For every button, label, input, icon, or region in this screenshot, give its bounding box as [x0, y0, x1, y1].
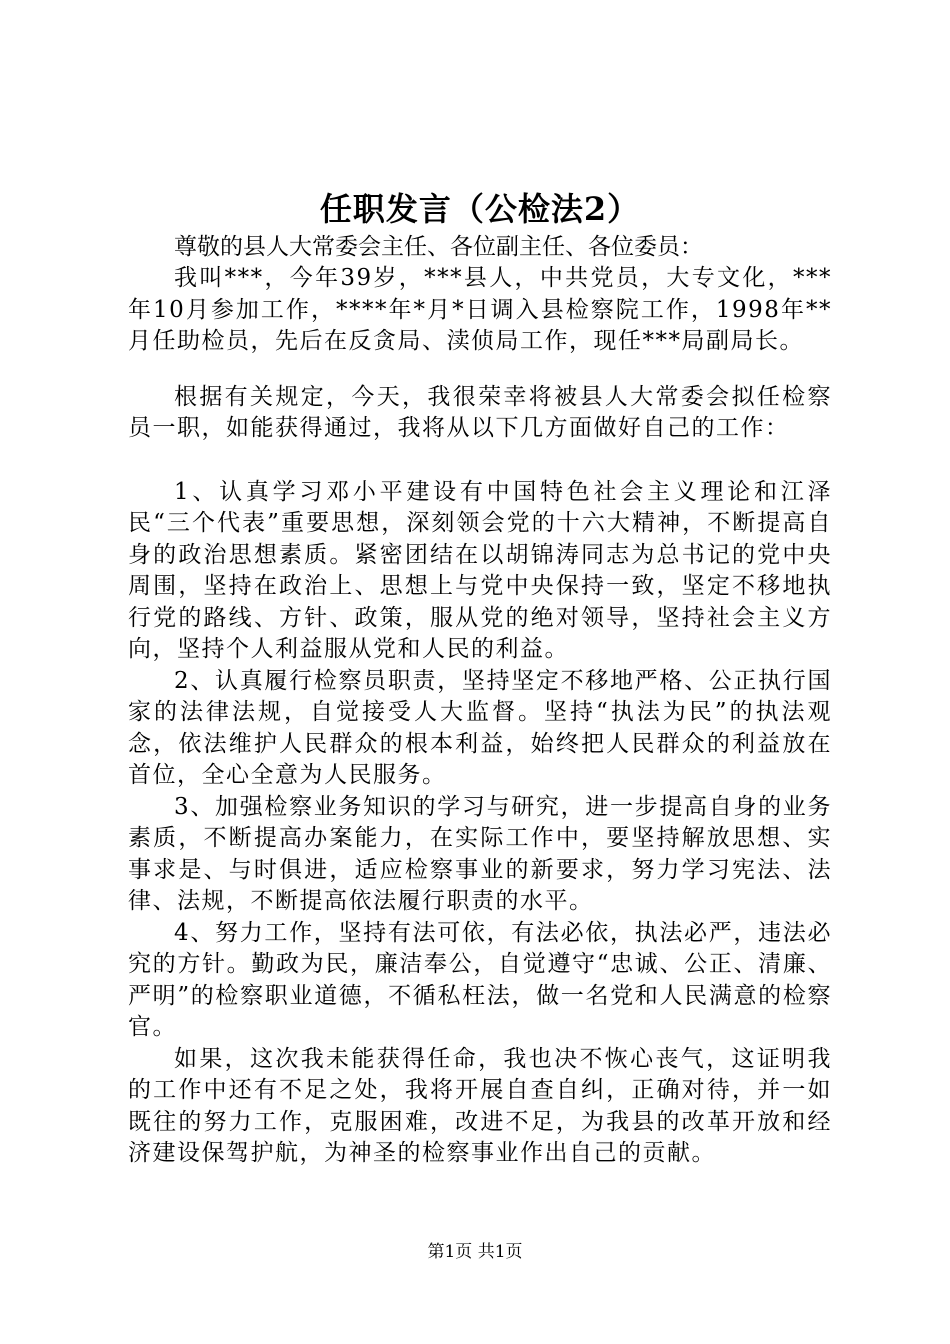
- document-body: [128, 186, 832, 1170]
- salutation: 尊敬的县人大常委会主任、各位副主任、各位委员：: [174, 234, 703, 260]
- document-title: 任职发言（公检法2）: [319, 190, 641, 228]
- paragraph-point-3: 3、加强检察业务知识的学习与研究，进一步提高自身的业务素质，不断提高办案能力，在实际工作中，要坚持解放思想、实事求是、与时俱进，适应检察事业的新要求，努力学习宪法、法律、法规，不断提高依法履行职责的水平。: [128, 793, 832, 914]
- paragraph-intro: 我叫***，今年39岁，***县人，中共党员，大专文化，***年10月参加工作，****年*月*日调入县检察院工作，1998年**月任助检员，先后在反贪局、渎侦局工作，现任***局副局长。: [128, 265, 832, 354]
- paragraph-point-2: 2、认真履行检察员职责，坚持坚定不移地严格、公正执行国家的法律法规，自觉接受人大监督。坚持“执法为民”的执法观念，依法维护人民群众的根本利益，始终把人民群众的利益放在首位，全心全意为人民服务。: [128, 667, 832, 788]
- paragraph-closing: 如果，这次我未能获得任命，我也决不恢心丧气，这证明我的工作中还有不足之处，我将开展自查自纠，正确对待，并一如既往的努力工作，克服困难，改进不足，为我县的改革开放和经济建设保驾护航，为神圣的检察事业作出自己的贡献。: [128, 1045, 832, 1166]
- page-footer: 第1页 共1页: [427, 1242, 523, 1262]
- paragraph-point-4: 4、努力工作，坚持有法可依，有法必依，执法必严，违法必究的方针。勤政为民，廉洁奉公，自觉遵守“忠诚、公正、清廉、严明”的检察职业道德，不循私枉法，做一名党和人民满意的检察官。: [128, 919, 832, 1040]
- paragraph-point-1: 1、认真学习邓小平建设有中国特色社会主义理论和江泽民“三个代表”重要思想，深刻领会党的十六大精神，不断提高自身的政治思想素质。紧密团结在以胡锦涛同志为总书记的党中央周围，坚持在政治上、思想上与党中央保持一致，坚定不移地执行党的路线、方针、政策，服从党的绝对领导，坚持社会主义方向，坚持个人利益服从党和人民的利益。: [128, 478, 832, 662]
- paragraph-appointment: 根据有关规定，今天，我很荣幸将被县人大常委会拟任检察员一职，如能获得通过，我将从以下几方面做好自己的工作：: [128, 383, 832, 441]
